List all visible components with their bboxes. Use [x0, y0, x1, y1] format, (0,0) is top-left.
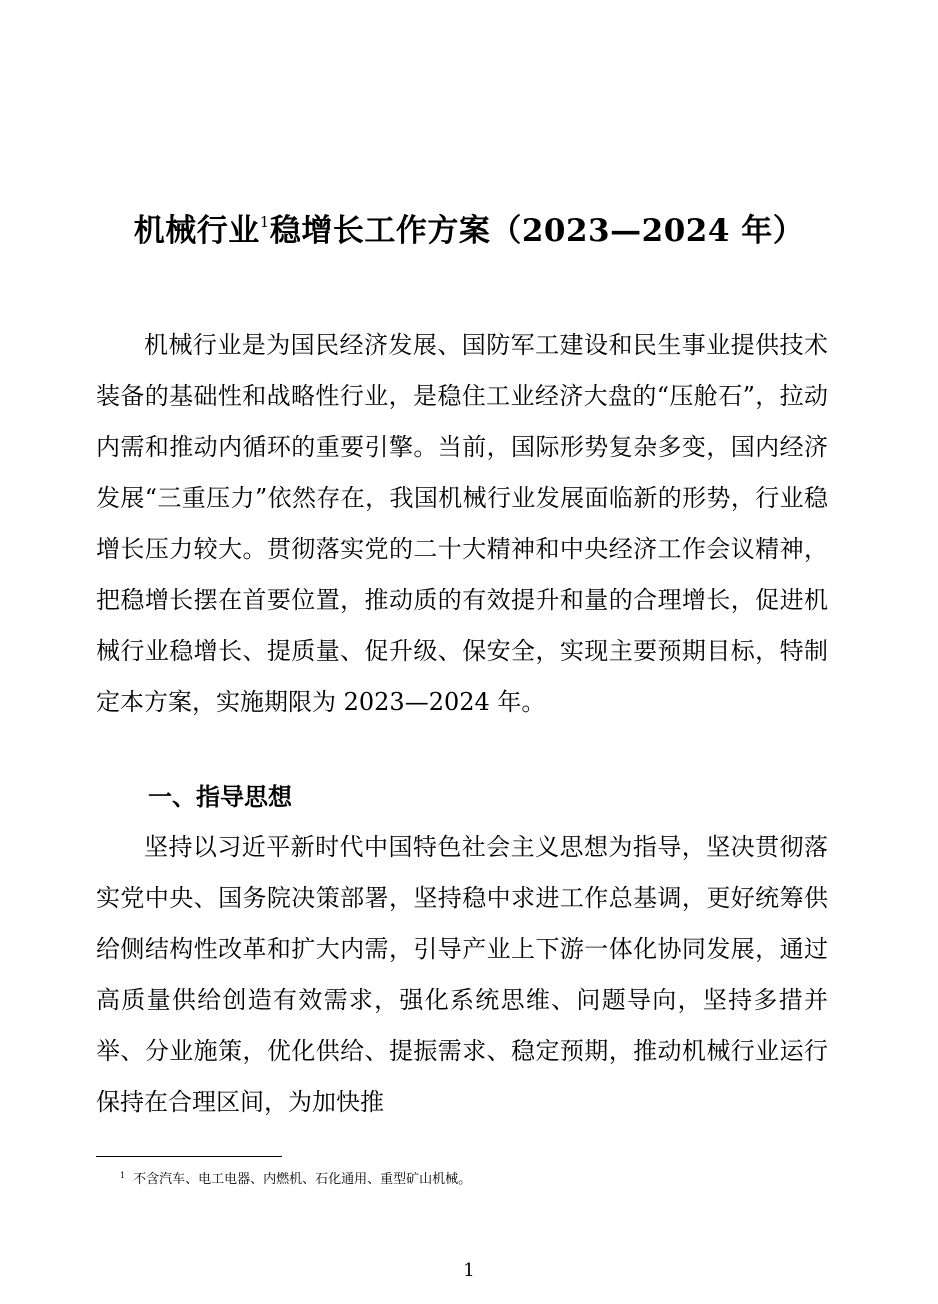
paragraph-intro: 机械行业是为国民经济发展、国防军工建设和民生事业提供技术装备的基础性和战略性行业，是稳住工业经济大盘的“压舱石”，拉动内需和推动内循环的重要引擎。当前，国际形势复杂多变，国内经济发展“三重压力”依然存在，我国机械行业发展面临新的形势，行业稳增长压力较大。贯彻落实党的二十大精神和中央经济工作会议精神，把稳增长摆在首要位置，推动质的有效提升和量的合理增长，促进机械行业稳增长、提质量、促升级、保安全，实现主要预期目标，特制定本方案，实施期限为 2023—2024 年。	[96, 331, 828, 716]
section-heading-guiding-ideology: 一、指导思想	[148, 783, 292, 811]
document-title	[0, 205, 938, 250]
title-rest: 稳增长工作方案（2023—2024 年）	[269, 213, 805, 249]
footnote-mark: 1	[120, 1171, 126, 1180]
title-main: 机械行业	[133, 213, 260, 249]
title-footnote-mark: 1	[259, 213, 270, 231]
footnote	[120, 1166, 471, 1190]
paragraph-guiding-ideology: 坚持以习近平新时代中国特色社会主义思想为指导，坚决贯彻落实党中央、国务院决策部署，坚持稳中求进工作总基调，更好统筹供给侧结构性改革和扩大内需，引导产业上下游一体化协同发展，通过高质量供给创造有效需求，强化系统思维、问题导向，坚持多措并举、分业施策，优化供给、提振需求、稳定预期，推动机械行业运行保持在合理区间，为加快推	[96, 833, 828, 1116]
footnote-text: 不含汽车、电工电器、内燃机、石化通用、重型矿山机械。	[133, 1172, 472, 1187]
footnote-divider	[96, 1156, 282, 1157]
page-number: 1	[463, 1260, 475, 1281]
